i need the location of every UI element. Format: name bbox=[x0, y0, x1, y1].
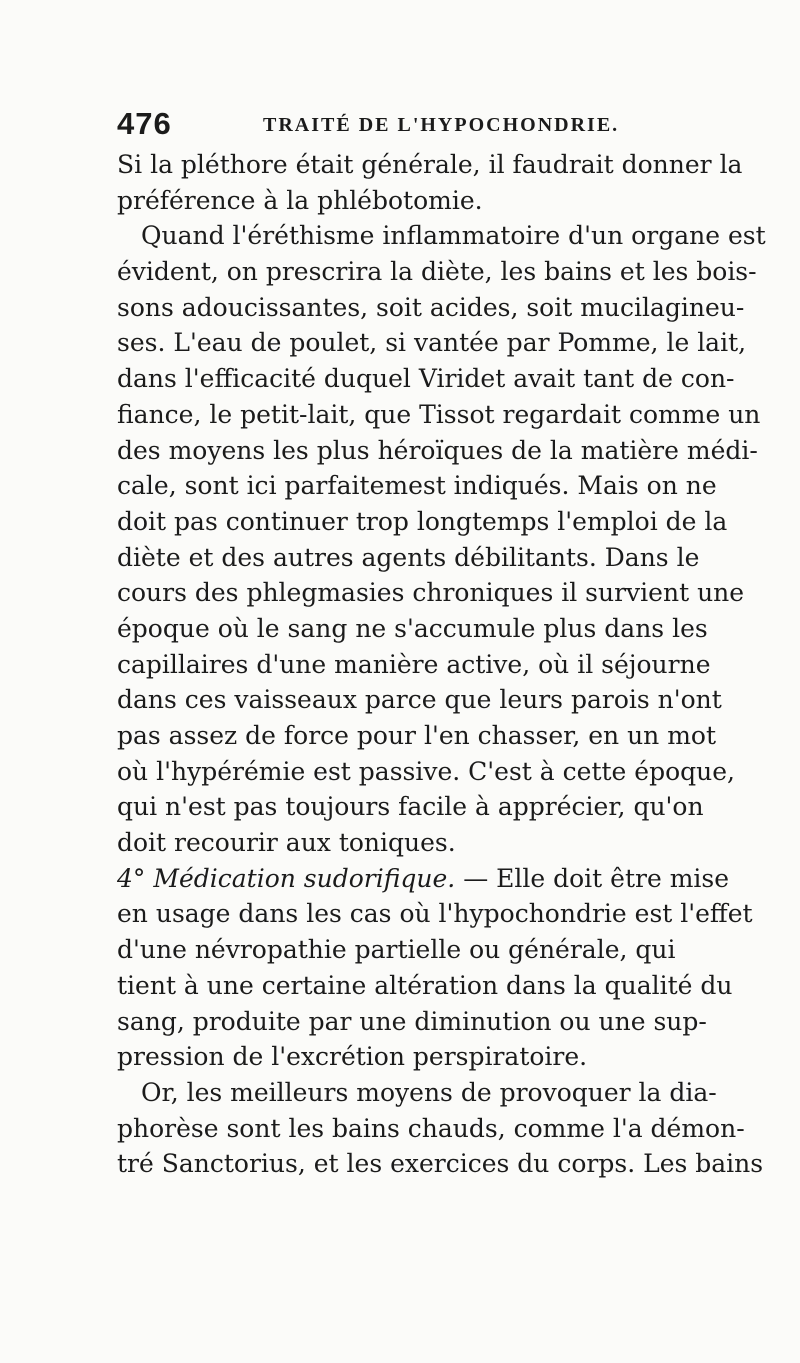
page-number: 476 bbox=[117, 106, 172, 141]
text-line: phorèse sont les bains chauds, comme l'a démon- bbox=[117, 1113, 745, 1143]
text-line: dans ces vaisseaux parce que leurs parois n'ont bbox=[117, 685, 722, 715]
section-heading-line bbox=[117, 861, 730, 897]
text-line: en usage dans les cas où l'hypochondrie est l'effet bbox=[117, 899, 753, 929]
text-line: diète et des autres agents débilitants. Dans le bbox=[117, 542, 700, 572]
text-line: Si la pléthore était générale, il faudrait donner la bbox=[117, 150, 743, 179]
text-line: où l'hypérémie est passive. C'est à cette époque, bbox=[117, 756, 735, 786]
text-line: préférence à la phlébotomie. bbox=[117, 185, 483, 215]
text-line: tré Sanctorius, et les exercices du corps. Les bains bbox=[117, 1149, 764, 1179]
text-line: capillaires d'une manière active, où il séjourne bbox=[117, 649, 711, 679]
text-line: des moyens les plus héroïques de la matière médi- bbox=[117, 435, 758, 465]
body-text bbox=[117, 147, 766, 1182]
text-line: dans l'efficacité duquel Viridet avait tant de con- bbox=[117, 364, 735, 394]
text-line: d'une névropathie partielle ou générale, qui bbox=[117, 935, 676, 965]
text-line: époque où le sang ne s'accumule plus dans les bbox=[117, 613, 708, 643]
section-text: — Elle doit être mise bbox=[463, 863, 730, 893]
text-line: pas assez de force pour l'en chasser, en un mot bbox=[117, 721, 717, 750]
text-line: ses. L'eau de poulet, si vantée par Pomme, le lait, bbox=[117, 328, 747, 358]
text-line: doit pas continuer trop longtemps l'emploi de la bbox=[117, 506, 728, 536]
text-line: cale, sont ici parfaitemest indiqués. Mais on ne bbox=[117, 471, 717, 501]
section-label: 4° Médication sudorifique. bbox=[117, 863, 456, 893]
text-line: cours des phlegmasies chroniques il survient une bbox=[117, 578, 745, 608]
text-line: qui n'est pas toujours facile à apprécier, qu'on bbox=[117, 792, 704, 822]
page-header bbox=[117, 106, 662, 146]
text-line: tient à une certaine altération dans la qualité du bbox=[117, 970, 733, 1000]
text-line: sang, produite par une diminution ou une sup- bbox=[117, 1006, 707, 1036]
text-line: sons adoucissantes, soit acides, soit mucilagineu- bbox=[117, 292, 745, 322]
text-line: doit recourir aux toniques. bbox=[117, 828, 456, 858]
text-line: fiance, le petit-lait, que Tissot regardait comme un bbox=[117, 399, 761, 429]
text-line: évident, on prescrira la diète, les bains et les bois- bbox=[117, 257, 757, 287]
running-title: TRAITÉ DE L'HYPOCHONDRIE. bbox=[263, 114, 620, 136]
text-line: Or, les meilleurs moyens de provoquer la dia- bbox=[141, 1077, 717, 1107]
text-line: pression de l'excrétion perspiratoire. bbox=[117, 1042, 588, 1072]
text-line: Quand l'éréthisme inflammatoire d'un organe est bbox=[141, 221, 766, 251]
